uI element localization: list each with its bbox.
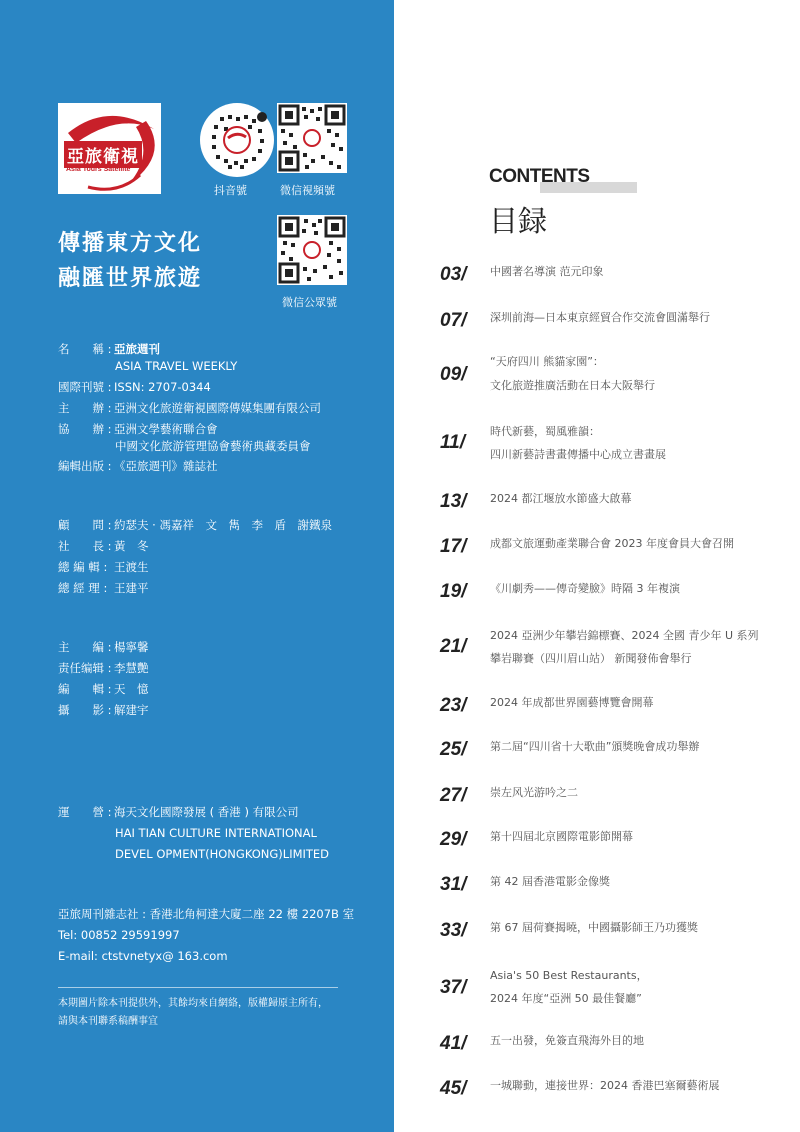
staff-row	[58, 557, 332, 578]
toc-page-number: 17/	[440, 536, 467, 557]
staff-label: 攝 影 :	[58, 703, 112, 717]
staff-value: 王建平	[114, 581, 149, 595]
toc-page-number: 21/	[440, 636, 467, 657]
staff-row	[58, 658, 149, 679]
toc-page-number: 41/	[440, 1033, 467, 1054]
toc-page-number: 29/	[440, 829, 467, 850]
masthead-name-row	[58, 341, 321, 358]
staff-label: 顧 問 :	[58, 518, 112, 532]
co-value-1: 亞洲文學藝術聯合會	[114, 422, 218, 436]
toc-page-number: 37/	[440, 977, 467, 998]
toc-page-number: 25/	[440, 739, 467, 760]
wechat-video-qr-code	[277, 103, 347, 173]
toc-title: 第二屆“四川省十大歌曲”頒獎晚會成功舉辦	[490, 740, 700, 753]
staff-label: 總 編 輯 :	[58, 560, 108, 574]
toc-page-number: 11/	[440, 432, 466, 453]
toc-title: 2024 都江堰放水節盛大啟幕	[490, 492, 632, 505]
co-label: 協 辦 :	[58, 422, 112, 436]
toc-title-line-2: 文化旅遊推廣活動在日本大阪舉行	[490, 379, 655, 392]
staff-row	[58, 700, 149, 721]
wechat-video-caption: 微信視頻號	[280, 184, 335, 197]
wechat-video-qr-icon	[277, 103, 347, 173]
staff-value: 李慧艷	[114, 661, 149, 675]
toc-title: 第 42 屆香港電影金像獎	[490, 875, 610, 888]
wechat-official-qr-code	[277, 215, 347, 285]
toc-page-number: 19/	[440, 581, 467, 602]
name-value: 亞旅週刊	[114, 342, 160, 356]
douyin-qr-code	[200, 103, 274, 177]
toc-title-line-1: “天府四川 熊貓家園”：	[490, 355, 604, 368]
publisher-row	[58, 458, 321, 475]
co-value-2: 中國文化旅游管理協會藝術典藏委員會	[115, 439, 311, 453]
toc-page-number: 03/	[440, 264, 467, 285]
toc-title-line-2: 攀岩聯賽（四川眉山站） 新聞發佈會舉行	[490, 652, 692, 665]
staff-row	[58, 536, 332, 557]
staff-row	[58, 679, 149, 700]
host-value: 亞洲文化旅遊衛視國際傳媒集團有限公司	[114, 401, 321, 415]
douyin-caption: 抖音號	[214, 184, 247, 197]
name-en: ASIA TRAVEL WEEKLY	[115, 359, 238, 373]
copyright-note-line-1: 本期圖片除本刊提供外，其餘均來自網絡，版權歸原主所有，	[58, 998, 328, 1009]
toc-title-line-1: 時代新藝，蜀風雅韻：	[490, 425, 600, 438]
slogan-line-2: 融匯世界旅遊	[58, 266, 203, 291]
staff-value: 天 憶	[114, 682, 149, 696]
toc-title: 《川劇秀——傳奇變臉》時隔 3 年複演	[490, 582, 680, 595]
toc-title-line-2: 四川新藝詩書畫傳播中心成立書畫展	[490, 448, 666, 461]
staff-row	[58, 637, 149, 658]
staff-value: 王渡生	[114, 560, 149, 574]
douyin-qr-icon	[200, 103, 274, 177]
issn-row	[58, 379, 321, 396]
staff-label: 社 長 :	[58, 539, 112, 553]
copyright-note-line-2: 請與本刊聯系稿酬事宜	[58, 1016, 158, 1027]
operator-value-cn: 海天文化國際發展 ( 香港 ) 有限公司	[114, 805, 299, 819]
staff-label: 編 輯 :	[58, 682, 112, 696]
toc-page-number: 13/	[440, 491, 467, 512]
toc-title: 崇左风光游吟之二	[490, 786, 578, 799]
staff-value: 解建宇	[114, 703, 149, 717]
contact-block	[58, 904, 354, 967]
staff-value: 約瑟夫 · 馮嘉祥 文 雋 李 盾 謝鐵泉	[114, 518, 332, 532]
staff-row	[58, 515, 332, 536]
toc-title: 成都文旅運動產業聯合會 2023 年度會員大會召開	[490, 537, 734, 550]
contact-email: E-mail: ctstvnetyx@ 163.com	[58, 949, 228, 963]
staff-value: 黃 冬	[114, 539, 149, 553]
toc-title: 五一出發，免簽直飛海外目的地	[490, 1034, 644, 1047]
staff-value: 楊寧馨	[114, 640, 149, 654]
toc-title: 一城聯動，連接世界：2024 香港巴塞爾藝術展	[490, 1079, 720, 1092]
wechat-official-caption: 微信公眾號	[282, 296, 337, 309]
toc-title: 深圳前海—日本東京經貿合作交流會圓滿舉行	[490, 311, 710, 324]
operator-value-en-2: DEVEL OPMENT(HONGKONG)LIMITED	[115, 847, 330, 861]
slogan-line-1: 傳播東方文化	[58, 231, 203, 256]
issn-label: 國際刊號 :	[58, 380, 112, 394]
staff-block-2	[58, 637, 149, 721]
toc-page-number: 31/	[440, 874, 467, 895]
toc-title: 2024 年成都世界園藝博覽會開幕	[490, 696, 654, 709]
host-row	[58, 400, 321, 417]
staff-label: 總 經 理 :	[58, 581, 108, 595]
logo-name-en: Asia Tours Satellite	[66, 166, 131, 173]
staff-row	[58, 578, 332, 599]
contact-tel: Tel: 00852 29591997	[58, 928, 180, 942]
co-organizer-row	[58, 421, 321, 438]
toc-page-number: 45/	[440, 1078, 467, 1099]
logo-name-cn: 亞旅衛視	[64, 141, 142, 168]
toc-title-line-2: 2024 年度“亞洲 50 最佳餐廳”	[490, 992, 642, 1005]
staff-label: 责任编辑 :	[58, 661, 112, 675]
contact-address: 亞旅周刊雜志社 : 香港北角柯達大廈二座 22 樓 2207B 室	[58, 907, 355, 921]
toc-title: 第 67 屆荷賽揭曉，中國攝影師王乃功獲獎	[490, 921, 698, 934]
wechat-official-qr-icon	[277, 215, 347, 285]
operator-row	[58, 802, 329, 823]
operator-label: 運 營 :	[58, 805, 112, 819]
toc-page-number: 23/	[440, 695, 467, 716]
toc-page-number: 33/	[440, 920, 467, 941]
toc-title: 中國著名導演 范元印象	[490, 265, 604, 278]
brand-logo	[58, 103, 161, 194]
toc-title-line-1: Asia's 50 Best Restaurants，	[490, 969, 648, 982]
footer-divider	[58, 987, 338, 988]
operator-value-en-1: HAI TIAN CULTURE INTERNATIONAL	[115, 826, 317, 840]
issn-value: ISSN: 2707-0344	[114, 380, 211, 394]
staff-block-1	[58, 515, 332, 599]
left-info-panel	[0, 0, 394, 1132]
publisher-value: 《亞旅週刊》雜誌社	[114, 459, 218, 473]
masthead-block	[58, 341, 321, 475]
toc-title-line-1: 2024 亞洲少年攀岩錦標賽、2024 全國 青少年 U 系列	[490, 629, 759, 642]
contents-title-en: CONTENTS	[489, 166, 590, 187]
operator-block	[58, 802, 329, 865]
host-label: 主 辦 :	[58, 401, 112, 415]
toc-title: 第十四屆北京國際電影節開幕	[490, 830, 633, 843]
name-label: 名 稱 :	[58, 342, 112, 356]
contents-title-cn: 目録	[489, 204, 548, 238]
publisher-label: 編輯出版 :	[58, 459, 112, 473]
toc-page-number: 09/	[440, 364, 467, 385]
toc-page-number: 07/	[440, 310, 467, 331]
staff-label: 主 編 :	[58, 640, 112, 654]
toc-page-number: 27/	[440, 785, 467, 806]
